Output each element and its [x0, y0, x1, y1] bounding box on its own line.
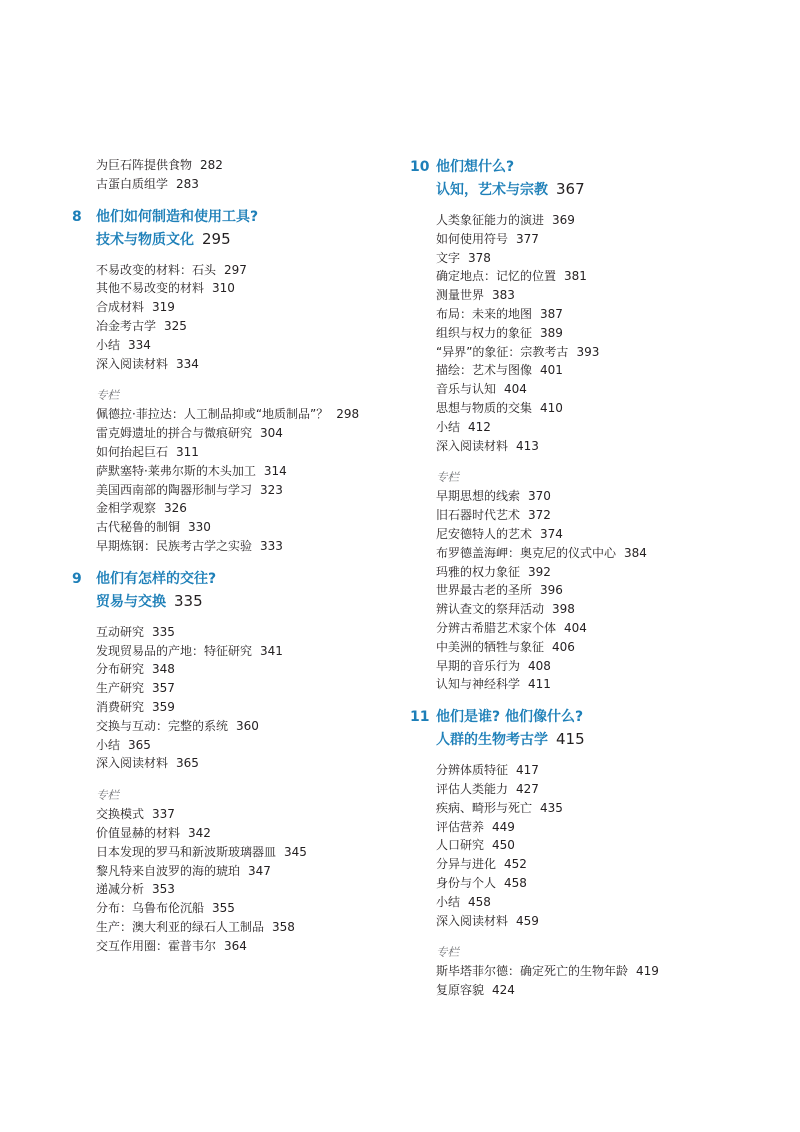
- entry-page-number: 314: [263, 463, 287, 478]
- toc-entry[interactable]: [436, 818, 766, 837]
- chapter-number: 10: [410, 159, 430, 175]
- entry-page-number: 449: [492, 819, 515, 834]
- entry-title: 人类象征能力的演进: [436, 213, 545, 227]
- entry-title: 辨认查文的祭拜活动: [436, 602, 545, 617]
- feature-entry[interactable]: [436, 675, 766, 694]
- entry-title: 中美洲的牺牲与象征: [436, 639, 545, 654]
- chapter-subtitle[interactable]: [436, 178, 766, 201]
- chapter-page-number: 295: [202, 229, 231, 248]
- toc-entry[interactable]: [436, 399, 766, 418]
- chapter-title: 他们想什么?: [436, 159, 515, 175]
- entry-page-number: 398: [552, 602, 575, 617]
- chapter-subtitle-text: 技术与物质文化: [96, 231, 194, 248]
- entry-page-number: 357: [152, 681, 175, 696]
- entry-page-number: 377: [516, 231, 539, 246]
- toc-entry[interactable]: [96, 660, 396, 679]
- entry-title: 思想与物质的交集: [436, 400, 533, 415]
- feature-box-label: 专栏: [96, 388, 119, 403]
- feature-entries: [96, 805, 396, 955]
- chapter-section: [72, 568, 396, 956]
- toc-entry[interactable]: [96, 156, 396, 175]
- chapter-number: 9: [72, 570, 82, 587]
- chapter-subtitle-text: 认知，艺术与宗教: [436, 182, 548, 198]
- right-chapters: [410, 156, 766, 1000]
- chapter-page-number: 335: [174, 591, 203, 610]
- feature-entries: [436, 487, 766, 694]
- entry-page-number: 378: [468, 250, 491, 265]
- chapter-section: [72, 206, 396, 556]
- entry-title: 金相学观察: [96, 501, 157, 516]
- entry-title: 疾病、畸形与死亡: [436, 800, 533, 815]
- entry-title: 小结: [96, 737, 121, 752]
- entry-title: 深入阅读材料: [96, 356, 169, 371]
- chapter-entries: [436, 211, 766, 455]
- feature-entry[interactable]: [96, 805, 396, 824]
- chapter-page-number: 367: [556, 180, 585, 198]
- toc-entry[interactable]: [96, 317, 396, 336]
- entry-page-number: 355: [212, 901, 235, 916]
- entry-title: 美国西南部的陶器形制与学习: [96, 482, 253, 497]
- feature-entry[interactable]: [96, 499, 396, 518]
- toc-entry[interactable]: [436, 893, 766, 912]
- entry-title: 旧石器时代艺术: [436, 508, 521, 523]
- entry-title: 价值显赫的材料: [96, 825, 181, 840]
- entry-title: 评估营养: [436, 819, 485, 834]
- entry-title: 交换与互动：完整的系统: [96, 718, 229, 733]
- chapter-entries: [96, 261, 396, 374]
- feature-entry[interactable]: [96, 405, 396, 424]
- entry-title: 合成材料: [96, 300, 145, 315]
- entry-page-number: 298: [336, 407, 360, 422]
- entry-title: 音乐与认知: [436, 382, 497, 397]
- entry-title: 组织与权力的象征: [436, 325, 533, 340]
- entry-title: 古蛋白质组学: [96, 176, 169, 191]
- toc-entry[interactable]: [436, 799, 766, 818]
- entry-page-number: 417: [516, 763, 539, 778]
- entry-title: 日本发现的罗马和新波斯玻璃器皿: [96, 844, 277, 859]
- entry-page-number: 304: [260, 426, 283, 441]
- entry-page-number: 334: [128, 337, 151, 352]
- entry-title: 分布：乌鲁布伦沉船: [96, 901, 205, 916]
- toc-entry[interactable]: [96, 261, 396, 280]
- entry-title: 萨默塞特·莱弗尔斯的木头加工: [96, 463, 256, 478]
- entry-page-number: 359: [152, 699, 175, 714]
- chapter-section: [410, 156, 766, 694]
- entry-title: 递减分析: [96, 882, 145, 897]
- entry-page-number: 384: [624, 545, 647, 560]
- feature-entry[interactable]: [436, 600, 766, 619]
- entry-title: 复原容貌: [436, 983, 485, 998]
- feature-entry[interactable]: [96, 518, 396, 537]
- entry-page-number: 360: [236, 718, 259, 733]
- right-column: [410, 156, 766, 1000]
- chapter-title: 他们有怎样的交往?: [96, 570, 217, 587]
- feature-entry[interactable]: [96, 424, 396, 443]
- entry-page-number: 297: [224, 262, 247, 277]
- entry-page-number: 381: [564, 269, 587, 284]
- toc-entry[interactable]: [436, 855, 766, 874]
- toc-entry[interactable]: [436, 343, 766, 362]
- toc-entry[interactable]: [436, 361, 766, 380]
- toc-entry[interactable]: [96, 355, 396, 374]
- entry-title: 布罗德盖海岬：奥克尼的仪式中心: [436, 545, 617, 560]
- toc-entry[interactable]: [96, 736, 396, 755]
- entry-page-number: 353: [152, 882, 175, 897]
- toc-entry[interactable]: [96, 175, 396, 194]
- chapter-number: 8: [72, 208, 82, 225]
- feature-entries: [436, 962, 766, 1000]
- chapter-page-number: 415: [556, 730, 585, 749]
- entry-page-number: 374: [540, 526, 563, 541]
- feature-entry[interactable]: [96, 443, 396, 462]
- entry-title: 确定地点：记忆的位置: [436, 269, 557, 284]
- entry-title: 交互作用圈：霍普韦尔: [96, 938, 217, 953]
- entry-title: 其他不易改变的材料: [96, 281, 205, 296]
- toc-entry[interactable]: [96, 623, 396, 642]
- entry-page-number: 310: [212, 281, 235, 296]
- entry-title: 分布研究: [96, 662, 145, 677]
- feature-entry[interactable]: [436, 506, 766, 525]
- entry-title: 斯毕塔菲尔德：确定死亡的生物年龄: [436, 964, 629, 979]
- entry-page-number: 413: [516, 438, 539, 453]
- chapter-title: 他们如何制造和使用工具?: [96, 208, 259, 225]
- entry-page-number: 319: [152, 300, 175, 315]
- entry-title: 玛雅的权力象征: [436, 564, 521, 579]
- toc-entry[interactable]: [436, 912, 766, 931]
- entry-title: 早期的音乐行为: [436, 658, 521, 673]
- entry-title: 分辨古希腊艺术家个体: [436, 620, 557, 635]
- entry-page-number: 411: [528, 677, 551, 692]
- pre-entries: [96, 156, 396, 194]
- entry-title: 生产：澳大利亚的绿石人工制品: [96, 919, 265, 934]
- feature-box-label: 专栏: [96, 788, 119, 803]
- toc-entry[interactable]: [436, 211, 766, 230]
- entry-page-number: 393: [576, 344, 600, 359]
- entry-title: 认知与神经科学: [436, 677, 521, 692]
- entry-page-number: 342: [188, 825, 211, 840]
- entry-title: 布局：未来的地图: [436, 306, 533, 321]
- entry-title: 深入阅读材料: [436, 438, 509, 453]
- toc-entry[interactable]: [96, 698, 396, 717]
- entry-title: 文字: [436, 250, 461, 265]
- entry-page-number: 401: [540, 363, 563, 378]
- chapter-subtitle[interactable]: [96, 228, 396, 251]
- entry-page-number: 412: [468, 419, 491, 434]
- entry-page-number: 323: [260, 482, 283, 497]
- entry-page-number: 372: [528, 508, 551, 523]
- entry-page-number: 283: [176, 176, 199, 191]
- entry-title: 古代秘鲁的制铜: [96, 520, 181, 535]
- entry-title: 雷克姆遗址的拼合与微痕研究: [96, 426, 253, 441]
- entry-title: 如何使用符号: [436, 231, 509, 246]
- toc-entry[interactable]: [96, 279, 396, 298]
- entry-page-number: 330: [188, 520, 211, 535]
- entry-page-number: 419: [636, 964, 659, 979]
- entry-page-number: 341: [260, 643, 283, 658]
- entry-title: 小结: [436, 894, 461, 909]
- feature-entry[interactable]: [96, 843, 396, 862]
- entry-page-number: 392: [528, 564, 551, 579]
- entry-title: 生产研究: [96, 681, 145, 696]
- chapter-entries: [96, 623, 396, 773]
- entry-page-number: 365: [128, 737, 151, 752]
- entry-page-number: 383: [492, 288, 515, 303]
- entry-title: 早期思想的线索: [436, 489, 521, 504]
- entry-page-number: 358: [272, 919, 295, 934]
- entry-page-number: 458: [504, 875, 527, 890]
- toc-entry[interactable]: [436, 836, 766, 855]
- entry-page-number: 389: [540, 325, 563, 340]
- entry-title: 不易改变的材料：石头: [96, 262, 217, 277]
- entry-page-number: 326: [164, 501, 187, 516]
- entry-page-number: 337: [152, 807, 175, 822]
- toc-entry[interactable]: [436, 761, 766, 780]
- entry-page-number: 364: [224, 938, 247, 953]
- toc-entry[interactable]: [436, 305, 766, 324]
- feature-entry[interactable]: [96, 481, 396, 500]
- feature-entry[interactable]: [436, 487, 766, 506]
- toc-entry[interactable]: [436, 437, 766, 456]
- entry-title: 如何抬起巨石: [96, 444, 169, 459]
- entry-title: 分辨体质特征: [436, 763, 509, 778]
- entry-page-number: 458: [468, 894, 491, 909]
- feature-box-label: 专栏: [436, 470, 459, 485]
- entry-title: 黎凡特来自波罗的海的琥珀: [96, 863, 241, 878]
- feature-entry[interactable]: [96, 537, 396, 556]
- entry-page-number: 348: [152, 662, 175, 677]
- entry-page-number: 334: [176, 356, 199, 371]
- chapter-subtitle-text: 人群的生物考古学: [436, 732, 548, 749]
- feature-entry[interactable]: [436, 981, 766, 1000]
- entry-page-number: 408: [528, 658, 551, 673]
- feature-entries: [96, 405, 396, 555]
- entry-page-number: 345: [284, 844, 307, 859]
- entry-title: 人口研究: [436, 838, 485, 853]
- chapter-subtitle[interactable]: [436, 728, 766, 751]
- left-chapters: [72, 206, 396, 956]
- chapter-entries: [436, 761, 766, 930]
- feature-entry[interactable]: [96, 899, 396, 918]
- feature-entry[interactable]: [436, 657, 766, 676]
- feature-entry[interactable]: [436, 563, 766, 582]
- feature-box-label: 专栏: [436, 945, 459, 960]
- entry-title: 交换模式: [96, 807, 145, 822]
- feature-entry[interactable]: [96, 918, 396, 937]
- entry-page-number: 311: [176, 444, 199, 459]
- entry-page-number: 333: [260, 538, 283, 553]
- entry-page-number: 370: [528, 489, 551, 504]
- entry-title: 小结: [436, 419, 461, 434]
- feature-entry[interactable]: [96, 937, 396, 956]
- entry-title: 身份与个人: [436, 875, 497, 890]
- entry-page-number: 282: [200, 158, 223, 172]
- entry-page-number: 325: [164, 318, 187, 333]
- feature-entry[interactable]: [436, 619, 766, 638]
- entry-page-number: 424: [492, 983, 515, 998]
- entry-title: 世界最古老的圣所: [436, 583, 533, 598]
- toc-entry[interactable]: [436, 324, 766, 343]
- feature-entry[interactable]: [436, 638, 766, 657]
- toc-entry[interactable]: [436, 780, 766, 799]
- toc-entry[interactable]: [436, 286, 766, 305]
- entry-page-number: 452: [504, 857, 527, 872]
- toc-entry[interactable]: [96, 642, 396, 661]
- chapter-number: 11: [410, 709, 430, 726]
- feature-entry[interactable]: [96, 462, 396, 481]
- toc-entry[interactable]: [436, 874, 766, 893]
- entry-title: 尼安德特人的艺术: [436, 526, 533, 541]
- entry-page-number: 406: [552, 639, 575, 654]
- feature-entry[interactable]: [436, 581, 766, 600]
- entry-page-number: 387: [540, 306, 563, 321]
- entry-page-number: 450: [492, 838, 515, 853]
- entry-page-number: 404: [504, 382, 527, 397]
- toc-entry[interactable]: [96, 717, 396, 736]
- feature-entry[interactable]: [436, 544, 766, 563]
- toc-entry[interactable]: [436, 267, 766, 286]
- entry-title: 消费研究: [96, 699, 145, 714]
- entry-page-number: 427: [516, 781, 539, 796]
- entry-title: 测量世界: [436, 288, 485, 303]
- entry-title: 分异与进化: [436, 857, 497, 872]
- toc-entry[interactable]: [96, 754, 396, 773]
- feature-entry[interactable]: [96, 824, 396, 843]
- toc-entry[interactable]: [436, 230, 766, 249]
- left-column: [72, 156, 396, 956]
- chapter-subtitle-text: 贸易与交换: [96, 593, 166, 610]
- entry-title: 冶金考古学: [96, 318, 157, 333]
- entry-title: 发现贸易品的产地：特征研究: [96, 643, 253, 658]
- chapter-title: 他们是谁? 他们像什么?: [436, 709, 584, 726]
- toc-entry[interactable]: [436, 380, 766, 399]
- feature-entry[interactable]: [96, 862, 396, 881]
- entry-title: 互动研究: [96, 624, 145, 639]
- entry-title: 深入阅读材料: [96, 756, 169, 771]
- entry-page-number: 404: [564, 620, 587, 635]
- entry-page-number: 459: [516, 913, 539, 928]
- toc-entry[interactable]: [96, 298, 396, 317]
- feature-entry[interactable]: [96, 880, 396, 899]
- feature-entry[interactable]: [436, 962, 766, 981]
- entry-title: 为巨石阵提供食物: [96, 158, 193, 172]
- entry-page-number: 369: [552, 213, 575, 227]
- toc-entry[interactable]: [96, 679, 396, 698]
- entry-page-number: 396: [540, 583, 563, 598]
- toc-entry[interactable]: [436, 249, 766, 268]
- chapter-section: [410, 706, 766, 1000]
- toc-entry[interactable]: [436, 418, 766, 437]
- toc-entry[interactable]: [96, 336, 396, 355]
- entry-page-number: 410: [540, 400, 563, 415]
- entry-page-number: 347: [248, 863, 271, 878]
- entry-page-number: 435: [540, 800, 563, 815]
- entry-title: 佩德拉·菲拉达：人工制品抑或“地质制品”？: [96, 407, 329, 422]
- entry-title: 描绘：艺术与图像: [436, 363, 533, 378]
- entry-title: 评估人类能力: [436, 781, 509, 796]
- entry-page-number: 365: [176, 756, 199, 771]
- entry-title: 深入阅读材料: [436, 913, 509, 928]
- chapter-subtitle[interactable]: [96, 590, 396, 613]
- entry-title: “异界”的象征：宗教考古: [436, 344, 569, 359]
- entry-title: 小结: [96, 337, 121, 352]
- feature-entry[interactable]: [436, 525, 766, 544]
- entry-page-number: 335: [152, 624, 175, 639]
- entry-title: 早期炼钢：民族考古学之实验: [96, 538, 253, 553]
